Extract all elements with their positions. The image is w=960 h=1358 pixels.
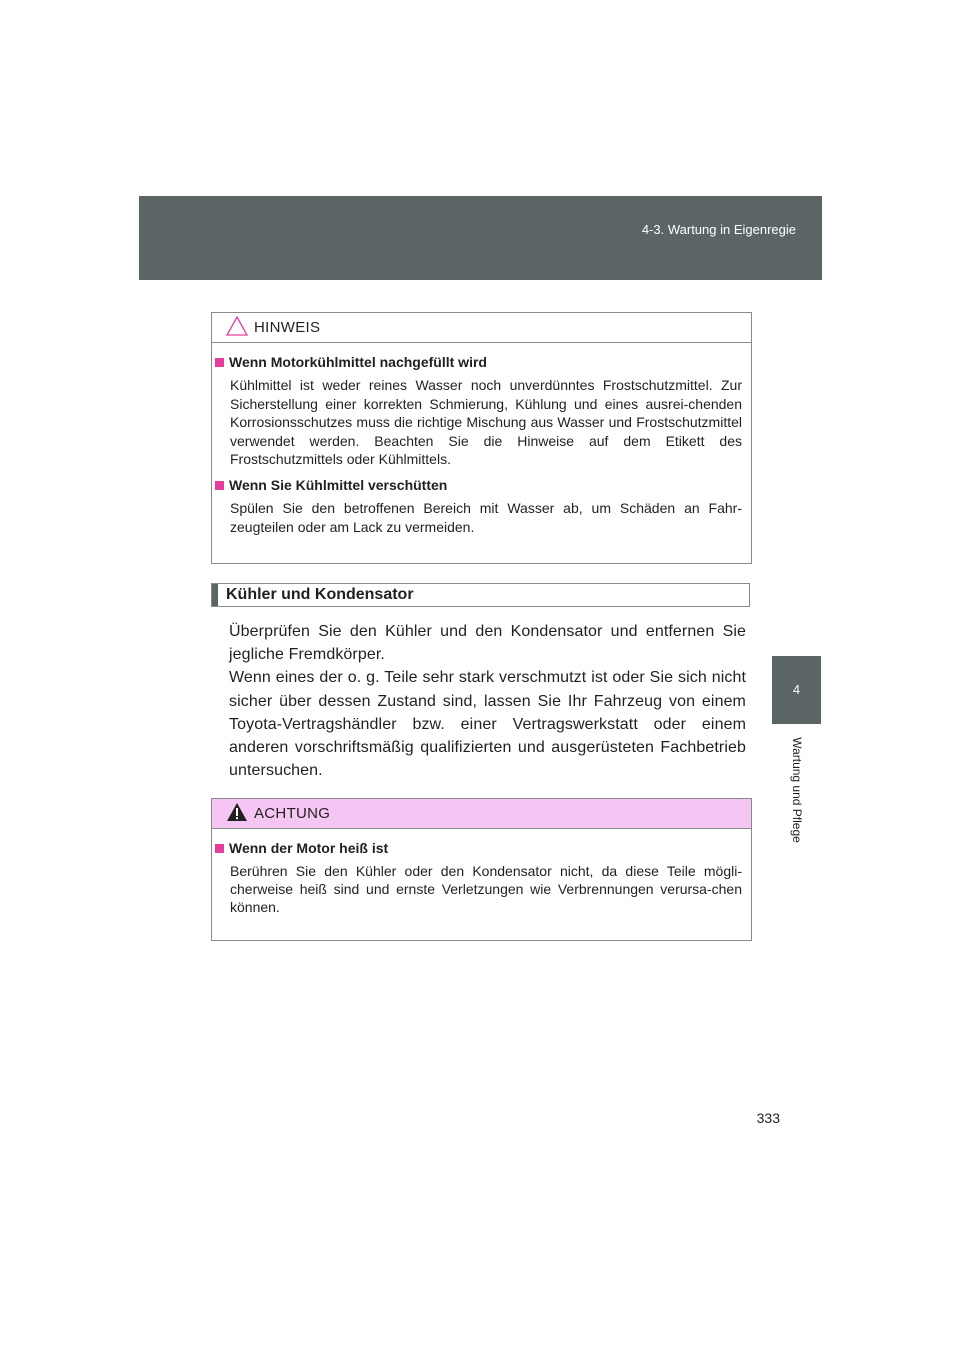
section-body [229, 620, 746, 782]
caution-item-title: Wenn der Motor heiß ist [215, 840, 742, 856]
square-bullet-icon [215, 358, 224, 367]
notice-label: HINWEIS [254, 319, 321, 336]
section-title: 4-3. Wartung in Eigenregie [641, 222, 796, 237]
heading-accent-bar [212, 584, 218, 606]
caution-label: ACHTUNG [254, 805, 331, 822]
warning-outline-icon [226, 316, 248, 336]
body-paragraph: Wenn eines der o. g. Teile sehr stark verschmutzt ist oder Sie sich nicht sicher über dessen Zustand sind, lassen Sie Ihr Fahrzeug von einem Toyota-Vertragshändler bzw. einer Vertragswerkstatt oder einem anderen vorschriftsmäßig qualifizierten und ausgerüsteten Fachbetrieb untersuchen. [229, 669, 746, 780]
square-bullet-icon [215, 844, 224, 853]
notice-item-text: Spülen Sie den betroffenen Bereich mit Wasser ab, um Schäden an Fahr-zeugteilen oder am Lack zu vermeiden. [230, 499, 742, 535]
body-paragraph: Überprüfen Sie den Kühler und den Kondensator und entfernen Sie jegliche Fremdkörper. [229, 623, 746, 664]
caution-header [212, 799, 751, 829]
notice-item-text: Kühlmittel ist weder reines Wasser noch unverdünntes Frostschutzmittel. Zur Sicherstellung einer korrekten Schmierung, Kühlung und eines ausrei-chenden Korrosionsschutzes muss die richtige Mischung aus Wasser und Frostschutzmittel verwendet werden. Beachten Sie die Hinweise auf dem Etikett des Frostschutzmittels oder Kühlmittels. [230, 377, 742, 468]
notice-header [212, 313, 751, 343]
warning-filled-icon [226, 802, 248, 822]
chapter-tab [772, 656, 821, 724]
notice-box [211, 312, 752, 564]
chapter-header-bar [139, 196, 822, 280]
notice-item-title: Wenn Sie Kühlmittel verschütten [215, 477, 742, 493]
chapter-title: Wartung und Pflege [790, 737, 804, 843]
page-number: 333 [756, 1110, 780, 1126]
caution-box [211, 798, 752, 941]
section-heading-title: Kühler und Kondensator [226, 586, 414, 603]
notice-item-title: Wenn Motorkühlmittel nachgefüllt wird [215, 354, 742, 370]
square-bullet-icon [215, 481, 224, 490]
chapter-number: 4 [792, 682, 801, 697]
caution-item-text: Berühren Sie den Kühler oder den Kondensator nicht, da diese Teile mögli-cherweise heiß sind und ernste Verletzungen wie Verbrennungen verursa-chen können. [230, 863, 742, 915]
section-heading [211, 583, 750, 607]
